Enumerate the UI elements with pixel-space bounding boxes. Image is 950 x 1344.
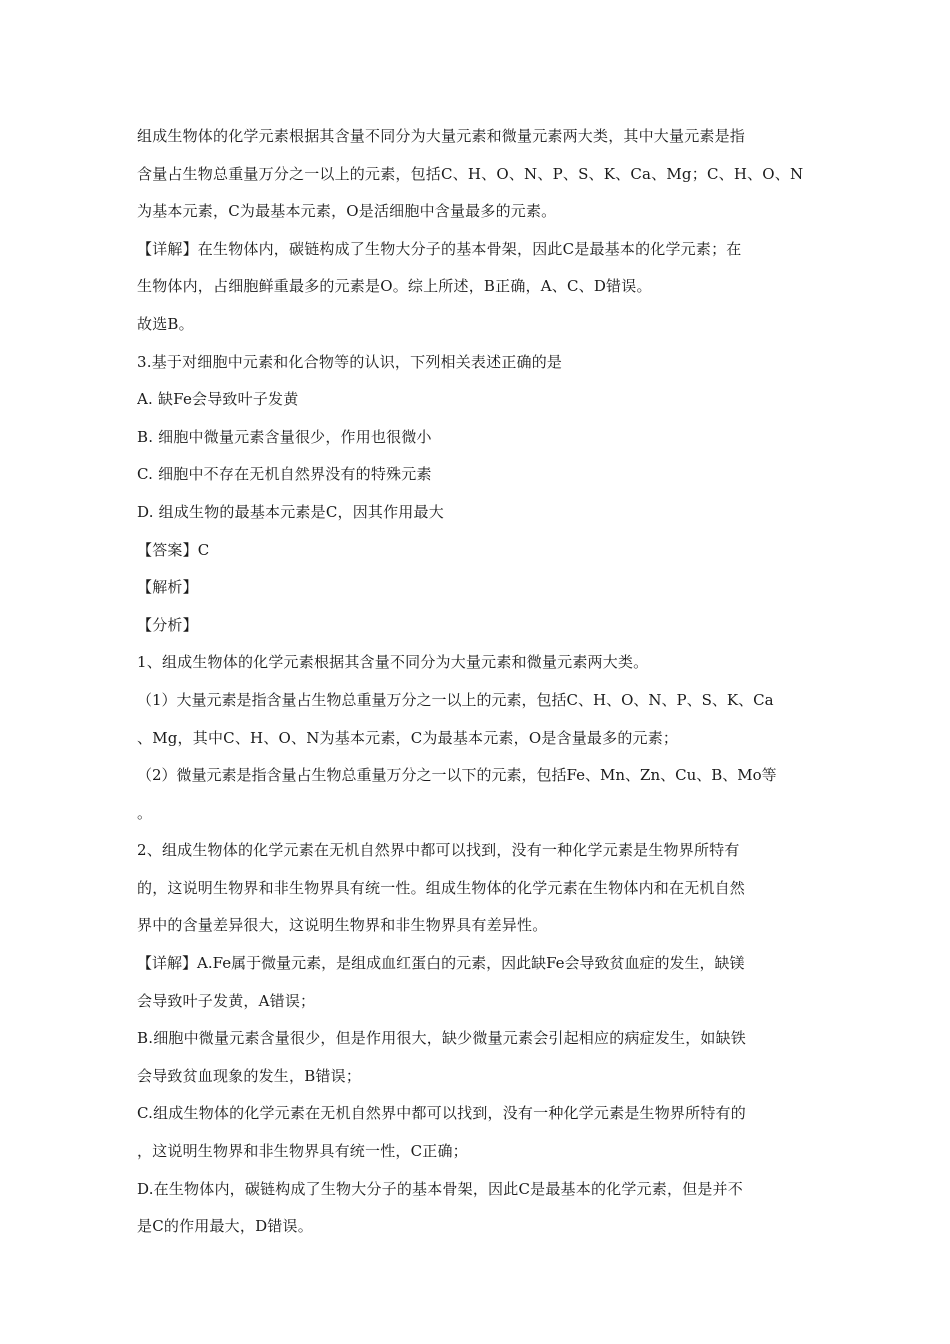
option-a: A. 缺Fe会导致叶子发黄 [137,390,299,409]
text-line: 组成生物体的化学元素根据其含量不同分为大量元素和微量元素两大类，其中大量元素是指 [137,127,746,145]
text-line: （2）微量元素是指含量占生物总重量万分之一以下的元素，包括Fe、Mn、Zn、Cu、B、Mo等 [137,766,777,785]
text-line: 2、组成生物体的化学元素在无机自然界中都可以找到，没有一种化学元素是生物界所特有 [137,841,740,860]
text-line: 生物体内，占细胞鲜重最多的元素是O。综上所述，B正确，A、C、D错误。 [137,277,652,296]
text-line: 会导致叶子发黄，A错误； [137,991,316,1010]
text-line: 为基本元素，C为最基本元素，O是活细胞中含量最多的元素。 [137,202,557,221]
option-d: D. 组成生物的最基本元素是C，因其作用最大 [137,502,444,521]
section-heading: 【解析】 [137,578,198,597]
text-line: 的，这说明生物界和非生物界具有统一性。组成生物体的化学元素在生物体内和在无机自然 [137,878,746,897]
text-line: 1、组成生物体的化学元素根据其含量不同分为大量元素和微量元素两大类。 [137,653,649,672]
document-page [137,118,817,1246]
text-line: C.组成生物体的化学元素在无机自然界中都可以找到，没有一种化学元素是生物界所特有的 [137,1104,746,1123]
text-line: 会导致贫血现象的发生，B错误； [137,1066,362,1085]
option-b: B. 细胞中微量元素含量很少，作用也很微小 [137,427,432,446]
text-line: 【详解】A.Fe属于微量元素，是组成血红蛋白的元素，因此缺Fe会导致贫血症的发生，缺镁 [137,954,745,973]
text-line: 。 [137,803,153,822]
text-line: （1）大量元素是指含量占生物总重量万分之一以上的元素，包括C、H、O、N、P、S、K、Ca [137,690,774,709]
text-line: 含量占生物总重量万分之一以上的元素，包括C、H、O、N、P、S、K、Ca、Mg；C、H、O、N [137,164,804,183]
option-c: C. 细胞中不存在无机自然界没有的特殊元素 [137,465,432,484]
section-heading: 【分析】 [137,615,198,634]
text-line: 是C的作用最大，D错误。 [137,1217,313,1236]
question-stem: 3.基于对细胞中元素和化合物等的认识，下列相关表述正确的是 [137,352,563,371]
text-line: 、Mg，其中C、H、O、N为基本元素，C为最基本元素，O是含量最多的元素； [137,728,679,747]
text-line: D.在生物体内，碳链构成了生物大分子的基本骨架，因此C是最基本的化学元素，但是并不 [137,1179,743,1198]
text-line: 界中的含量差异很大，这说明生物界和非生物界具有差异性。 [137,916,548,935]
text-line: ，这说明生物界和非生物界具有统一性，C正确； [137,1142,468,1161]
text-line: 【详解】在生物体内，碳链构成了生物大分子的基本骨架，因此C是最基本的化学元素；在 [137,239,742,258]
answer-line: 【答案】C [137,540,210,559]
text-line: B.细胞中微量元素含量很少，但是作用很大，缺少微量元素会引起相应的病症发生，如缺铁 [137,1029,746,1048]
text-line: 故选B。 [137,314,194,333]
